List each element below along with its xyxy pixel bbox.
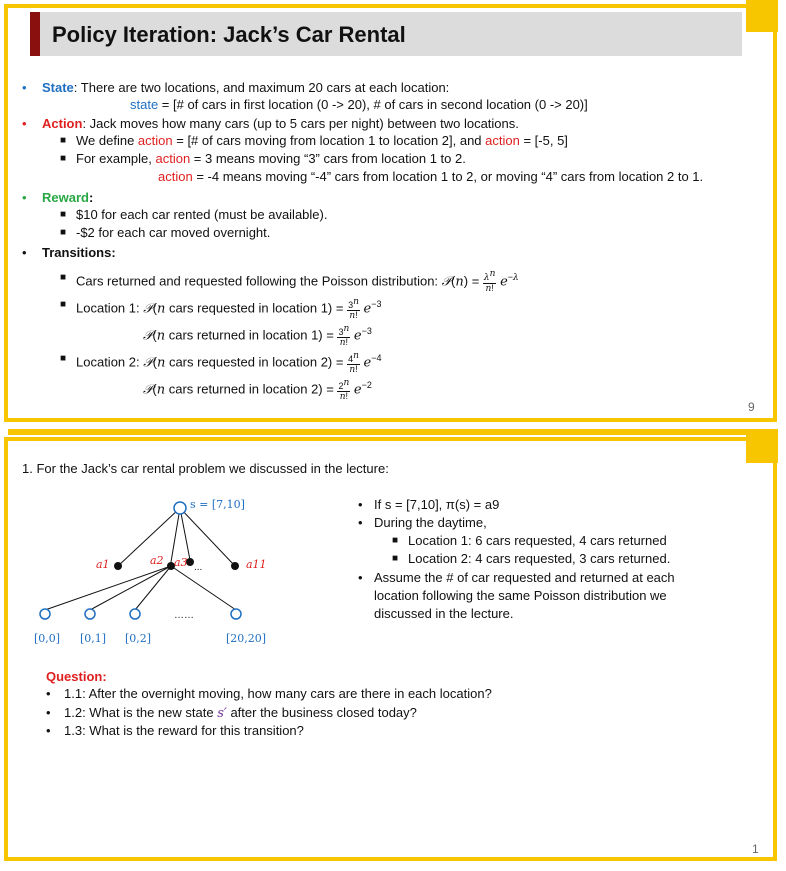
- loc2-returned: 𝒫(n cars returned in location 2) = $\frac{2^n}{n!}$ $e^{-2}$: [143, 377, 372, 402]
- question-1-1: 1.1: After the overnight moving, how many cars are there in each location?: [64, 686, 492, 701]
- text: We define: [76, 133, 138, 148]
- reward-bullet-2: -$2 for each car moved overnight.: [76, 225, 271, 240]
- page-number: 9: [748, 400, 755, 414]
- edge-root-a2: [171, 508, 180, 562]
- loc1-returned: 𝒫(n cars returned in location 1) = $\frac{3^n}{n!}$ $e^{-3}$: [143, 323, 372, 348]
- text: = [-5, 5]: [519, 133, 568, 148]
- edge-root-a1: [118, 508, 180, 566]
- action-bullet-2: [76, 151, 466, 167]
- action-node-a1: [114, 562, 122, 570]
- slide-1-corner-decoration: [746, 0, 778, 32]
- question-1-3: 1.3: What is the reward for this transition?: [64, 723, 304, 738]
- bullet-dot: •: [22, 80, 27, 95]
- state-line: [42, 80, 449, 96]
- reward-colon: :: [88, 190, 94, 205]
- title-accent: [30, 12, 40, 56]
- text: 1.2: What is the new state: [64, 705, 218, 720]
- leaf-node-01: [85, 609, 95, 619]
- policy-line: If s = [7,10], π(s) = a9: [374, 497, 500, 512]
- leaf-label-00: [0,0]: [34, 632, 61, 645]
- leaf-node-00: [40, 609, 50, 619]
- state-definition: [130, 97, 588, 113]
- edge-a2-leaf4: [171, 566, 236, 610]
- bullet-dot: •: [358, 497, 363, 512]
- assumption-line-3: discussed in the lecture.: [374, 606, 514, 621]
- action-label-a1: a1: [96, 558, 110, 571]
- action-bullet-3: [158, 169, 703, 185]
- bullet-dot: •: [22, 116, 27, 131]
- bullet-square: ■: [60, 353, 67, 364]
- bullet-dot: •: [22, 190, 27, 205]
- text: cars returned in location 2) =: [168, 381, 338, 397]
- state-def-text: = [# of cars in first location (0 -> 20), # of cars in second location (0 -> 20)]: [158, 97, 588, 112]
- bullet-square: ■: [392, 535, 399, 546]
- bullet-dot: •: [22, 245, 27, 260]
- slide-2-corner-decoration: [746, 431, 778, 463]
- ellipsis-leaves: ……: [174, 610, 194, 621]
- daytime-line: During the daytime,: [374, 515, 487, 530]
- page-number: 1: [752, 842, 759, 856]
- text: = -4 means moving “-4” cars from location 1 to 2, or moving “4” cars from location 2 to 1.: [192, 169, 704, 184]
- text: after the business closed today?: [226, 705, 417, 720]
- bullet-dot: •: [46, 686, 51, 701]
- text: = [# of cars moving from location 1 to location 2], and: [172, 133, 486, 148]
- assumption-line-1: Assume the # of car requested and returned at each: [374, 570, 675, 585]
- action-node-a11: [231, 562, 239, 570]
- action-text: : Jack moves how many cars (up to 5 cars per night) between two locations.: [82, 116, 519, 131]
- ellipsis-actions: ...: [194, 562, 203, 573]
- leaf-node-02: [130, 609, 140, 619]
- transitions-line: [42, 245, 116, 261]
- question-label: Question:: [46, 669, 107, 684]
- bullet-dot: •: [46, 705, 51, 720]
- action-word: action: [485, 133, 520, 148]
- bullet-square: ■: [60, 209, 67, 220]
- text: cars requested in location 2) =: [168, 354, 348, 370]
- action-word: action: [137, 133, 173, 148]
- loc1-requested: Location 1: 𝒫(n cars requested in location 1) = $\frac{3^n}{n!}$ $e^{-3}$: [76, 296, 382, 321]
- text: Location 1:: [76, 300, 144, 316]
- bullet-square: ■: [60, 153, 67, 164]
- transitions-colon: :: [111, 245, 116, 260]
- reward-bullet-1: $10 for each car rented (must be available).: [76, 207, 328, 222]
- state-text: : There are two locations, and maximum 20 cars at each location:: [73, 80, 450, 95]
- location2-daytime: Location 2: 4 cars requested, 3 cars returned.: [408, 551, 671, 566]
- bullet-dot: •: [358, 515, 363, 530]
- loc2-requested: Location 2: 𝒫(n cars requested in location 2) = $\frac{4^n}{n!}$ $e^{-4}$: [76, 350, 382, 375]
- slide-title: Policy Iteration: Jack’s Car Rental: [52, 22, 406, 47]
- root-node: [174, 502, 186, 514]
- bullet-dot: •: [46, 723, 51, 738]
- text: cars requested in location 1) =: [168, 300, 348, 316]
- bullet-dot: •: [358, 570, 363, 585]
- text: Location 2:: [76, 354, 144, 370]
- edge-a2-leaf1: [45, 566, 171, 610]
- edge-root-a11: [180, 508, 235, 566]
- text: For example,: [76, 151, 156, 166]
- action-bullet-1: [76, 133, 568, 149]
- bullet-square: ■: [60, 272, 67, 283]
- decision-tree-diagram: [30, 490, 310, 650]
- edge-root-a3: [180, 508, 190, 560]
- assumption-line-2: location following the same Poisson distribution we: [374, 588, 667, 603]
- poisson-line: Cars returned and requested following the Poisson distribution: 𝒫(n) = $\frac{\lambda^n}{n!}$ $e^{-\lambda}$: [76, 269, 519, 295]
- action-label-a11: a11: [246, 558, 267, 571]
- action-line: [42, 116, 519, 132]
- root-label: s = [7,10]: [190, 498, 245, 511]
- slide-2-top-bar: [8, 429, 778, 435]
- state-word: state: [130, 97, 159, 112]
- action-label-a2: a2: [150, 554, 164, 567]
- transitions-label: Transitions: [42, 245, 112, 260]
- state-label: State: [42, 80, 74, 95]
- bullet-square: ■: [60, 227, 67, 238]
- edge-a2-leaf2: [90, 566, 171, 610]
- leaf-label-02: [0,2]: [125, 632, 152, 645]
- action-label-a3: a3: [174, 556, 188, 569]
- text: cars returned in location 1) =: [168, 327, 338, 343]
- text: Cars returned and requested following the Poisson distribution:: [76, 273, 442, 289]
- action-label: Action: [42, 116, 83, 131]
- bullet-square: ■: [60, 135, 67, 146]
- location1-daytime: Location 1: 6 cars requested, 4 cars returned: [408, 533, 667, 548]
- action-word: action: [155, 151, 191, 166]
- leaf-label-01: [0,1]: [80, 632, 107, 645]
- problem-intro: 1. For the Jack’s car rental problem we discussed in the lecture:: [22, 461, 389, 476]
- leaf-node-2020: [231, 609, 241, 619]
- text: = 3 means moving “3” cars from location 1 to 2.: [190, 151, 466, 166]
- leaf-label-2020: [20,20]: [226, 632, 267, 645]
- reward-line: [42, 190, 93, 206]
- bullet-square: ■: [60, 299, 67, 310]
- reward-label: Reward: [42, 190, 89, 205]
- question-1-2: 1.2: What is the new state s′ after the business closed today?: [64, 705, 417, 721]
- bullet-square: ■: [392, 553, 399, 564]
- action-word: action: [158, 169, 193, 184]
